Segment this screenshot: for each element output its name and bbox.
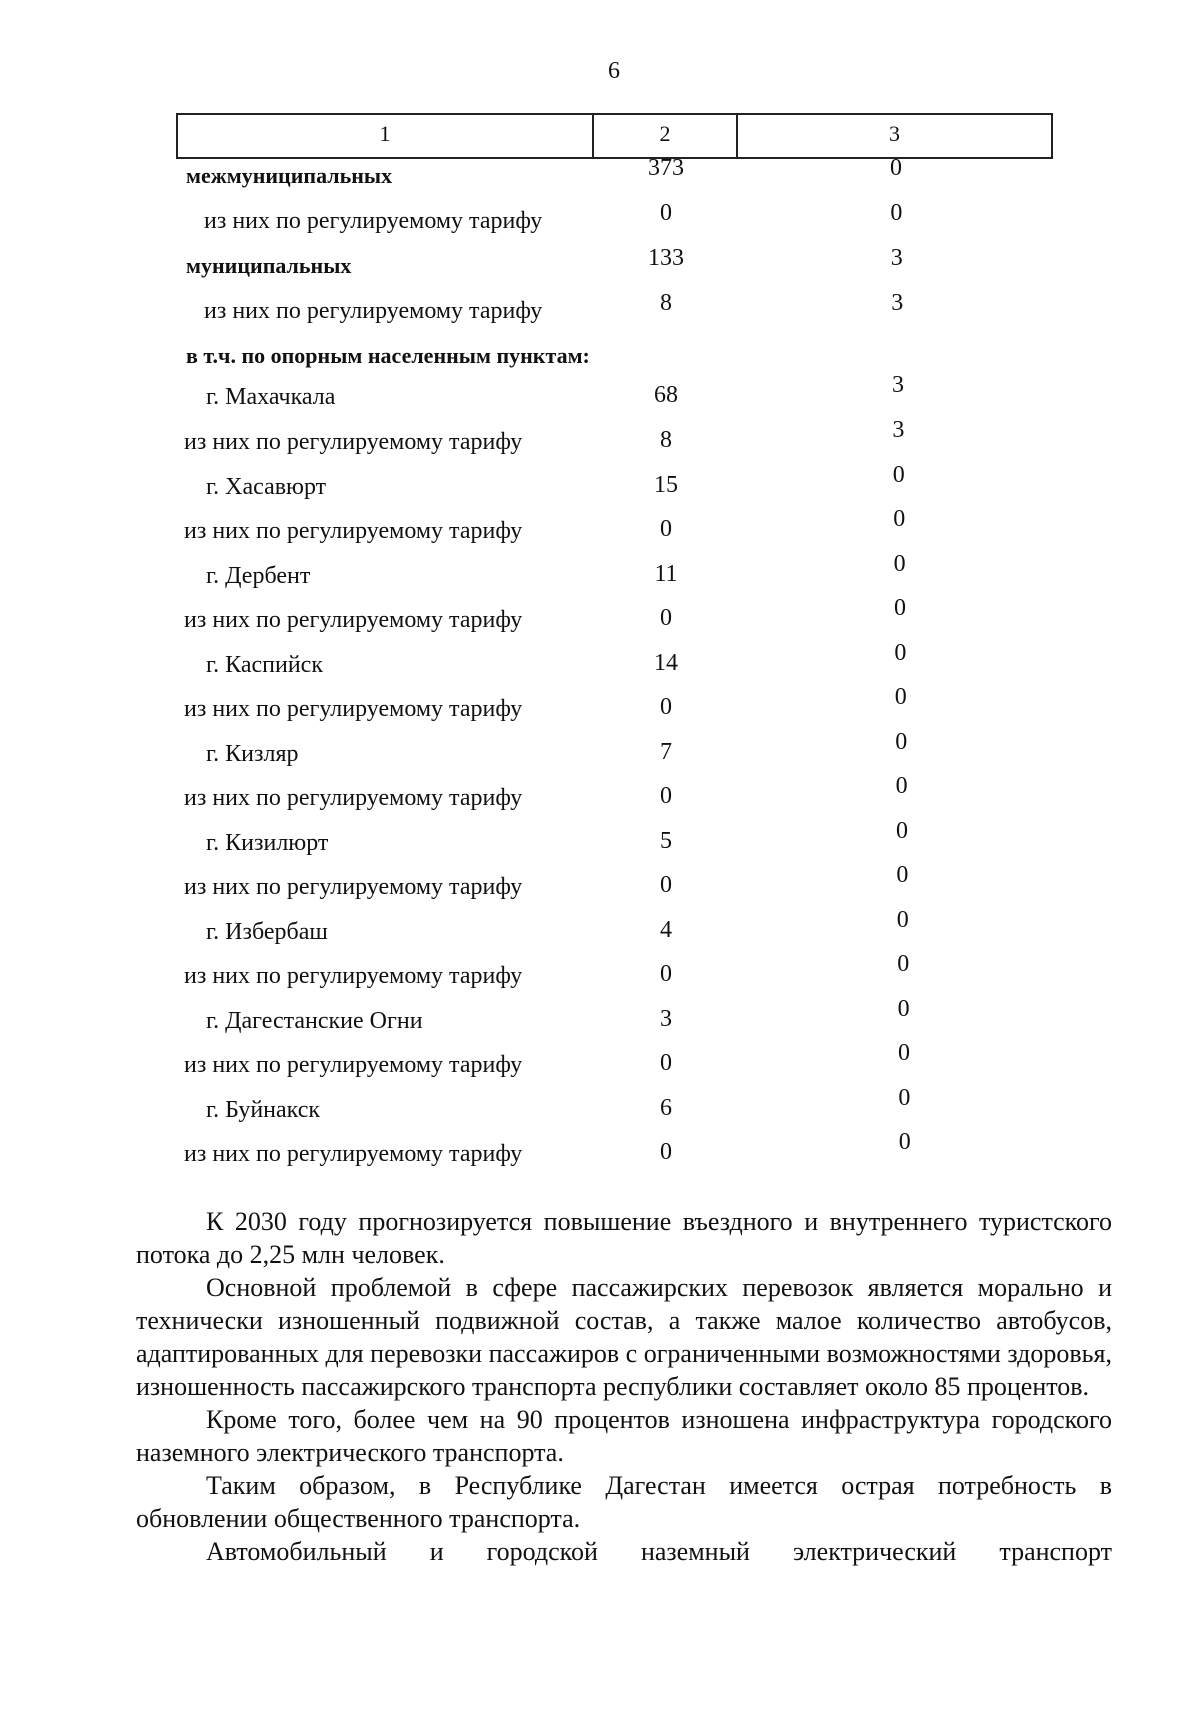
row-label: из них по регулируемому тарифу [184, 696, 523, 722]
row-label: муниципальных [186, 253, 352, 278]
row-value-col3: 3 [890, 245, 903, 271]
table-row [0, 245, 1200, 283]
table-row [0, 1040, 1200, 1082]
row-value-col3: 0 [897, 996, 910, 1022]
row-value-col2: 0 [660, 1139, 672, 1165]
paragraph: К 2030 году прогнозируется повышение въездного и внутреннего туристского потока до 2,25 млн человек. [136, 1207, 1112, 1269]
row-value-col3: 0 [898, 1129, 911, 1155]
table-row [0, 343, 1200, 373]
table-row [0, 372, 1200, 414]
table-row [0, 417, 1200, 459]
row-value-col2: 0 [660, 1050, 672, 1076]
row-value-col2: 68 [654, 382, 678, 408]
table-row [0, 862, 1200, 904]
table-row [0, 818, 1200, 860]
row-label: из них по регулируемому тарифу [184, 963, 523, 989]
table-row [0, 640, 1200, 682]
table-row [0, 290, 1200, 328]
row-label: г. Кизилюрт [206, 830, 329, 856]
table-row [0, 506, 1200, 548]
row-label: из них по регулируемому тарифу [184, 607, 523, 633]
row-value-col3: 0 [894, 684, 907, 710]
paragraph: Кроме того, более чем на 90 процентов изношена инфраструктура городского наземного электрического транспорта. [136, 1405, 1112, 1467]
row-label: из них по регулируемому тарифу [184, 874, 523, 900]
page-number: 6 [608, 58, 620, 84]
row-value-col2: 0 [660, 872, 672, 898]
row-value-col3: 0 [894, 595, 906, 621]
row-value-col2: 5 [660, 828, 672, 854]
row-value-col2: 11 [654, 561, 678, 587]
table-row [0, 684, 1200, 726]
row-value-col2: 0 [660, 516, 672, 542]
row-label: г. Кизляр [206, 741, 299, 767]
row-label: из них по регулируемому тарифу [204, 208, 543, 234]
row-label: г. Дагестанские Огни [206, 1008, 423, 1034]
row-value-col3: 0 [897, 951, 910, 977]
row-value-col2: 0 [660, 694, 672, 720]
row-value-col2: 0 [660, 605, 672, 631]
table-row [0, 1085, 1200, 1127]
table-row [0, 1129, 1200, 1171]
row-value-col3: 3 [892, 417, 905, 443]
row-value-col2: 4 [660, 917, 672, 943]
body-text [136, 1205, 1112, 1568]
row-label: г. Буйнакск [206, 1097, 321, 1123]
row-value-col3: 3 [891, 290, 904, 316]
paragraph: Автомобильный и городской наземный электрический транспорт [206, 1537, 1112, 1566]
row-value-col3: 3 [892, 372, 904, 398]
row-value-col3: 0 [895, 729, 908, 755]
row-value-col2: 8 [660, 290, 672, 316]
row-value-col2: 133 [648, 245, 684, 271]
table-row [0, 155, 1200, 193]
table-row [0, 595, 1200, 637]
row-label: из них по регулируемому тарифу [184, 1141, 523, 1167]
column-header-3: 3 [889, 121, 900, 146]
row-value-col2: 0 [660, 200, 672, 226]
table-row [0, 462, 1200, 504]
row-value-col2: 0 [660, 783, 672, 809]
table-row [0, 951, 1200, 993]
row-value-col3: 0 [896, 862, 909, 888]
row-value-col3: 0 [898, 1040, 910, 1066]
row-value-col3: 0 [890, 155, 902, 181]
row-value-col3: 0 [898, 1085, 911, 1111]
row-value-col2: 15 [654, 472, 678, 498]
row-value-col3: 0 [893, 506, 906, 532]
row-value-col2: 0 [660, 961, 672, 987]
row-label: г. Избербаш [206, 919, 328, 945]
row-label: г. Махачкала [206, 384, 336, 410]
table-row [0, 729, 1200, 771]
table-row [0, 773, 1200, 815]
row-value-col2: 373 [648, 155, 684, 181]
row-label: г. Каспийск [206, 652, 323, 678]
row-label: межмуниципальных [186, 163, 393, 188]
row-value-col3: 0 [896, 818, 908, 844]
table-row [0, 200, 1200, 238]
row-label: г. Хасавюрт [206, 474, 327, 500]
row-label: из них по регулируемому тарифу [184, 429, 523, 455]
paragraph: Таким образом, в Республике Дагестан имеется острая потребность в обновлении общественного транспорта. [136, 1471, 1112, 1533]
row-value-col2: 14 [654, 650, 678, 676]
row-label: из них по регулируемому тарифу [184, 518, 523, 544]
row-value-col3: 0 [896, 907, 909, 933]
table-header [176, 113, 1053, 159]
row-label: в т.ч. по опорным населенным пунктам: [186, 343, 590, 368]
row-value-col2: 7 [660, 739, 672, 765]
table-row [0, 551, 1200, 593]
row-value-col3: 0 [893, 551, 906, 577]
row-value-col3: 0 [895, 773, 908, 799]
row-value-col3: 0 [890, 200, 903, 226]
row-label: из них по регулируемому тарифу [184, 1052, 523, 1078]
row-value-col3: 0 [892, 462, 905, 488]
column-header-1: 1 [178, 115, 594, 157]
table-row [0, 907, 1200, 949]
row-value-col3: 0 [894, 640, 907, 666]
row-label: из них по регулируемому тарифу [204, 298, 543, 324]
row-label: из них по регулируемому тарифу [184, 785, 523, 811]
row-value-col2: 3 [660, 1006, 672, 1032]
paragraph: Основной проблемой в сфере пассажирских перевозок является морально и технически изношенный подвижной состав, а также малое количество автобусов, адаптированных для перевозки пассажиров с ограниченными возможностями здоровья, изношенность пассажирского транспорта республики составляет около 85 процентов. [136, 1273, 1112, 1401]
row-value-col2: 6 [660, 1095, 672, 1121]
row-label: г. Дербент [206, 563, 311, 589]
row-value-col2: 8 [660, 427, 672, 453]
table-row [0, 996, 1200, 1038]
column-header-2: 2 [594, 115, 738, 157]
